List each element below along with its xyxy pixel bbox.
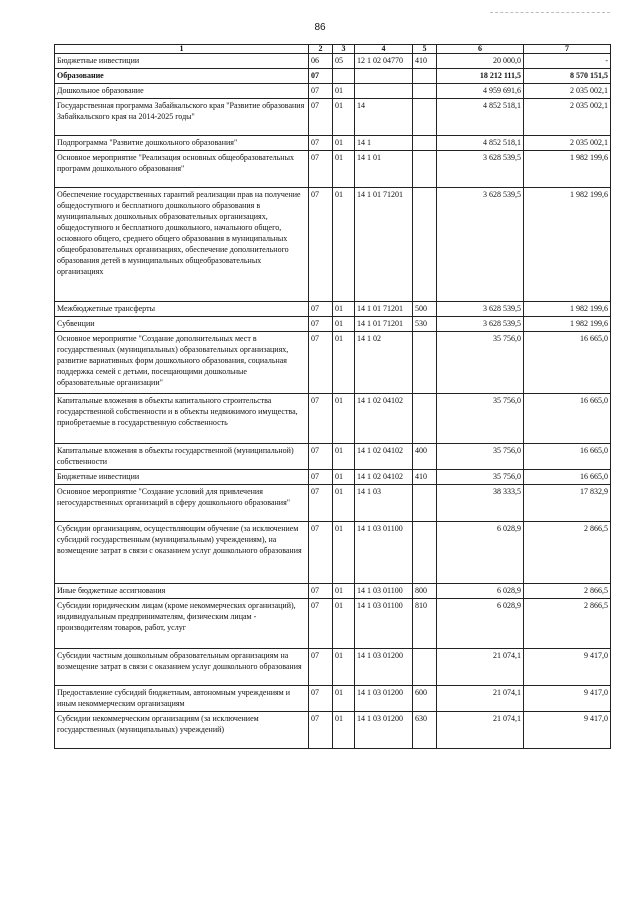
- table-row: [55, 317, 611, 332]
- cell-section: 07: [309, 84, 333, 99]
- cell-expense-type: 810: [413, 599, 437, 649]
- cell-section: 07: [309, 188, 333, 302]
- cell-amount-1: 4 852 518,1: [437, 136, 524, 151]
- cell-subsection: 01: [333, 712, 355, 749]
- cell-section: 07: [309, 599, 333, 649]
- header-col-4: 4: [355, 45, 413, 54]
- cell-expense-type: 630: [413, 712, 437, 749]
- cell-target-article: 14 1 03 01100: [355, 522, 413, 584]
- cell-name: Образование: [55, 69, 309, 84]
- cell-expense-type: [413, 649, 437, 686]
- cell-target-article: [355, 84, 413, 99]
- cell-amount-2: 1 982 199,6: [524, 151, 611, 188]
- cell-target-article: 14 1 03 01100: [355, 599, 413, 649]
- cell-name: Субсидии юридическим лицам (кроме некоммерческих организаций), индивидуальным предпринимателям, физическим лицам - производителям товаров, работ, услуг: [55, 599, 309, 649]
- cell-name: Обеспечение государственных гарантий реализации прав на получение общедоступного и бесплатного дошкольного образования в муниципальных дошкольных образовательных организациях, общедоступного и бесплатного дошкольного, начального общего, основного общего, среднего общего образования в муниципальных общеобразовательных организациях, обеспечение дополнительного образования детей в муниципальных общеобразовательных организациях: [55, 188, 309, 302]
- header-col-3: 3: [333, 45, 355, 54]
- table-row: [55, 686, 611, 712]
- cell-target-article: 14: [355, 99, 413, 136]
- cell-section: 07: [309, 686, 333, 712]
- table-row: [55, 444, 611, 470]
- cell-name: Иные бюджетные ассигнования: [55, 584, 309, 599]
- cell-expense-type: [413, 522, 437, 584]
- cell-name: Капитальные вложения в объекты государственной (муниципальной) собственности: [55, 444, 309, 470]
- cell-subsection: 01: [333, 302, 355, 317]
- cell-expense-type: [413, 69, 437, 84]
- table-row: [55, 136, 611, 151]
- header-col-5: 5: [413, 45, 437, 54]
- cell-subsection: 01: [333, 136, 355, 151]
- cell-amount-2: 2 035 002,1: [524, 99, 611, 136]
- cell-amount-1: 35 756,0: [437, 332, 524, 394]
- cell-amount-1: 3 628 539,5: [437, 188, 524, 302]
- table-row: [55, 599, 611, 649]
- cell-section: 07: [309, 151, 333, 188]
- cell-amount-1: 3 628 539,5: [437, 302, 524, 317]
- cell-name: Субвенции: [55, 317, 309, 332]
- table-row: [55, 584, 611, 599]
- cell-target-article: 14 1 03: [355, 485, 413, 522]
- cell-subsection: 01: [333, 99, 355, 136]
- cell-name: Бюджетные инвестиции: [55, 470, 309, 485]
- cell-subsection: 01: [333, 686, 355, 712]
- cell-subsection: 01: [333, 188, 355, 302]
- cell-name: Основное мероприятие "Создание условий для привлечения негосударственных организаций в сферу дошкольного образования": [55, 485, 309, 522]
- cell-amount-2: 9 417,0: [524, 686, 611, 712]
- table-row: [55, 470, 611, 485]
- cell-amount-2: 16 665,0: [524, 332, 611, 394]
- cell-section: 07: [309, 470, 333, 485]
- cell-expense-type: [413, 332, 437, 394]
- cell-expense-type: [413, 136, 437, 151]
- cell-amount-1: 4 852 518,1: [437, 99, 524, 136]
- cell-name: Предоставление субсидий бюджетным, автономным учреждениям и иным некоммерческим организациям: [55, 686, 309, 712]
- cell-section: 07: [309, 302, 333, 317]
- cell-expense-type: [413, 394, 437, 444]
- cell-name: Подпрограмма "Развитие дошкольного образования": [55, 136, 309, 151]
- cell-name: Капитальные вложения в объекты капитального строительства государственной собственности и в объекты недвижимого имущества, приобретаемые в государственную собственность: [55, 394, 309, 444]
- cell-target-article: 14 1 02 04102: [355, 394, 413, 444]
- cell-amount-2: 16 665,0: [524, 470, 611, 485]
- cell-amount-2: 2 035 002,1: [524, 84, 611, 99]
- cell-target-article: 14 1 01 71201: [355, 188, 413, 302]
- cell-amount-1: 4 959 691,6: [437, 84, 524, 99]
- cell-name: Дошкольное образование: [55, 84, 309, 99]
- cell-amount-2: 2 866,5: [524, 522, 611, 584]
- cell-expense-type: 600: [413, 686, 437, 712]
- cell-amount-2: 16 665,0: [524, 444, 611, 470]
- header-col-7: 7: [524, 45, 611, 54]
- cell-amount-2: 2 035 002,1: [524, 136, 611, 151]
- cell-name: Субсидии частным дошкольным образовательным организациям на возмещение затрат в связи с оказанием услуг дошкольного образования: [55, 649, 309, 686]
- cell-amount-1: 6 028,9: [437, 584, 524, 599]
- cell-target-article: [355, 69, 413, 84]
- cell-expense-type: [413, 485, 437, 522]
- cell-subsection: 01: [333, 151, 355, 188]
- table-row: [55, 151, 611, 188]
- cell-amount-2: 9 417,0: [524, 712, 611, 749]
- cell-amount-2: 2 866,5: [524, 599, 611, 649]
- cell-expense-type: [413, 84, 437, 99]
- cell-target-article: 14 1 03 01200: [355, 712, 413, 749]
- cell-target-article: 14 1 03 01200: [355, 649, 413, 686]
- cell-amount-2: 8 570 151,5: [524, 69, 611, 84]
- cell-amount-2: 9 417,0: [524, 649, 611, 686]
- cell-section: 07: [309, 99, 333, 136]
- budget-table: [54, 44, 611, 749]
- cell-amount-1: 6 028,9: [437, 522, 524, 584]
- cell-section: 07: [309, 69, 333, 84]
- cell-target-article: 12 1 02 04770: [355, 54, 413, 69]
- cell-amount-2: -: [524, 54, 611, 69]
- cell-section: 07: [309, 136, 333, 151]
- cell-subsection: 01: [333, 522, 355, 584]
- cell-subsection: 01: [333, 84, 355, 99]
- cell-section: 07: [309, 332, 333, 394]
- cell-amount-1: 21 074,1: [437, 649, 524, 686]
- cell-expense-type: 800: [413, 584, 437, 599]
- cell-expense-type: 400: [413, 444, 437, 470]
- cell-subsection: 01: [333, 649, 355, 686]
- cell-target-article: 14 1 01: [355, 151, 413, 188]
- cell-section: 07: [309, 444, 333, 470]
- cell-subsection: [333, 69, 355, 84]
- cell-amount-1: 35 756,0: [437, 444, 524, 470]
- cell-amount-2: 17 832,9: [524, 485, 611, 522]
- cell-section: 07: [309, 522, 333, 584]
- cell-name: Основное мероприятие "Реализация основных общеобразовательных программ дошкольного образования": [55, 151, 309, 188]
- table-row: [55, 69, 611, 84]
- cell-amount-1: 35 756,0: [437, 394, 524, 444]
- cell-target-article: 14 1 01 71201: [355, 302, 413, 317]
- cell-target-article: 14 1 01 71201: [355, 317, 413, 332]
- cell-name: Межбюджетные трансферты: [55, 302, 309, 317]
- cell-section: 07: [309, 485, 333, 522]
- table-row: [55, 302, 611, 317]
- cell-section: 07: [309, 649, 333, 686]
- cell-section: 06: [309, 54, 333, 69]
- cell-section: 07: [309, 317, 333, 332]
- table-header-row: [55, 45, 611, 54]
- cell-name: Субсидии некоммерческим организациям (за исключением государственных (муниципальных) учреждений): [55, 712, 309, 749]
- cell-expense-type: 500: [413, 302, 437, 317]
- cell-amount-2: 2 866,5: [524, 584, 611, 599]
- table-row: [55, 99, 611, 136]
- cell-section: 07: [309, 712, 333, 749]
- top-scan-rule: [490, 12, 610, 13]
- cell-subsection: 01: [333, 584, 355, 599]
- cell-expense-type: [413, 99, 437, 136]
- table-row: [55, 712, 611, 749]
- header-col-1: 1: [55, 45, 309, 54]
- cell-expense-type: 530: [413, 317, 437, 332]
- cell-amount-2: 1 982 199,6: [524, 302, 611, 317]
- table-row: [55, 188, 611, 302]
- cell-amount-1: 20 000,0: [437, 54, 524, 69]
- cell-expense-type: 410: [413, 470, 437, 485]
- table-row: [55, 649, 611, 686]
- cell-subsection: 05: [333, 54, 355, 69]
- cell-amount-1: 3 628 539,5: [437, 317, 524, 332]
- cell-subsection: 01: [333, 599, 355, 649]
- table-row: [55, 332, 611, 394]
- cell-subsection: 01: [333, 317, 355, 332]
- cell-name: Государственная программа Забайкальского края "Развитие образования Забайкальского края на 2014-2025 годы": [55, 99, 309, 136]
- table-row: [55, 394, 611, 444]
- cell-amount-2: 1 982 199,6: [524, 317, 611, 332]
- table-row: [55, 84, 611, 99]
- cell-amount-1: 35 756,0: [437, 470, 524, 485]
- cell-amount-1: 3 628 539,5: [437, 151, 524, 188]
- cell-target-article: 14 1 03 01100: [355, 584, 413, 599]
- cell-subsection: 01: [333, 470, 355, 485]
- header-col-6: 6: [437, 45, 524, 54]
- cell-subsection: 01: [333, 444, 355, 470]
- cell-target-article: 14 1 02: [355, 332, 413, 394]
- cell-amount-2: 1 982 199,6: [524, 188, 611, 302]
- table-row: [55, 522, 611, 584]
- cell-amount-1: 21 074,1: [437, 686, 524, 712]
- cell-expense-type: [413, 151, 437, 188]
- cell-amount-1: 6 028,9: [437, 599, 524, 649]
- page-number: 86: [314, 22, 326, 33]
- cell-amount-1: 21 074,1: [437, 712, 524, 749]
- cell-section: 07: [309, 394, 333, 444]
- table-row: [55, 485, 611, 522]
- cell-name: Бюджетные инвестиции: [55, 54, 309, 69]
- header-col-2: 2: [309, 45, 333, 54]
- cell-subsection: 01: [333, 394, 355, 444]
- cell-expense-type: [413, 188, 437, 302]
- cell-target-article: 14 1: [355, 136, 413, 151]
- cell-target-article: 14 1 02 04102: [355, 444, 413, 470]
- cell-amount-1: 18 212 111,5: [437, 69, 524, 84]
- cell-name: Субсидии организациям, осуществляющим обучение (за исключением субсидий государственным (муниципальным) учреждениям), на возмещение затрат в связи с оказанием услуг дошкольного образования: [55, 522, 309, 584]
- table-row: [55, 54, 611, 69]
- cell-name: Основное мероприятие "Создание дополнительных мест в государственных (муниципальных) образовательных организациях, развитие вариативных форм дошкольного образования, социальная поддержка семей с детьми, посещающими дошкольные образовательные организации": [55, 332, 309, 394]
- cell-target-article: 14 1 02 04102: [355, 470, 413, 485]
- table-body: [55, 54, 611, 749]
- cell-subsection: 01: [333, 332, 355, 394]
- cell-section: 07: [309, 584, 333, 599]
- cell-expense-type: 410: [413, 54, 437, 69]
- cell-subsection: 01: [333, 485, 355, 522]
- cell-target-article: 14 1 03 01200: [355, 686, 413, 712]
- cell-amount-1: 38 333,5: [437, 485, 524, 522]
- cell-amount-2: 16 665,0: [524, 394, 611, 444]
